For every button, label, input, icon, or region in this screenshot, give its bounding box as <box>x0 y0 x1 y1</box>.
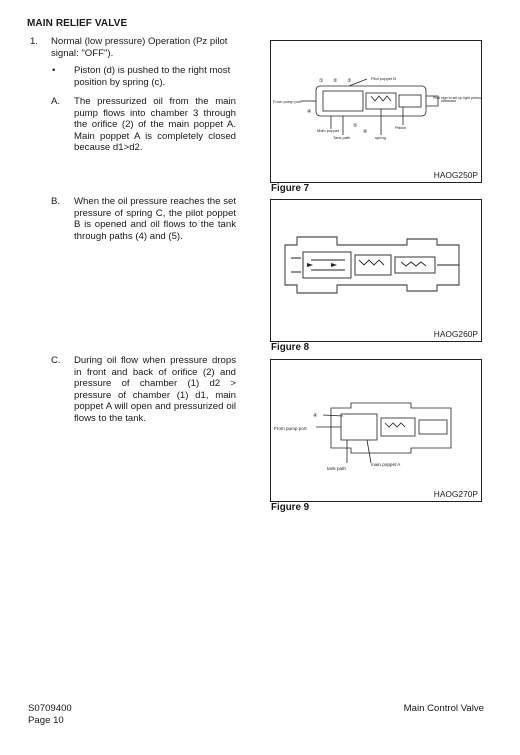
figure-7-drawing <box>271 41 481 182</box>
fig7-label-piston: Piston <box>395 125 407 130</box>
fig9-label-main-poppet: main poppet A <box>371 462 401 467</box>
section-a-letter: A. <box>51 96 61 107</box>
bullet-mark: • <box>52 65 56 76</box>
fig7-label-pilot-poppet: Pilot poppet B <box>371 76 396 81</box>
fig7-num-5: ⑤ <box>353 123 358 129</box>
figure-8-caption: Figure 8 <box>271 342 310 353</box>
figure-9-drawing <box>271 360 481 501</box>
figure-7-caption: Figure 7 <box>271 183 310 194</box>
section-a-text: The pressurized oil from the main pump flows into chamber 3 through the orifice (2) of the main poppet A. Main poppet A is completely closed because d1>d2. <box>74 96 236 154</box>
figure-9-caption: Figure 9 <box>271 502 310 513</box>
section-c-letter: C. <box>51 355 61 366</box>
fig7-num-6: ⑥ <box>363 129 368 135</box>
item-text: Normal (low pressure) Operation (Pz pilot signal: "OFF"). <box>51 36 228 59</box>
fig7-num-3: ③ <box>347 78 352 84</box>
fig7-num-1: ① <box>319 78 324 84</box>
bullet-text: Piston (d) is pushed to the right most position by spring (c). <box>74 65 231 88</box>
fig7-num-4: ④ <box>307 109 312 115</box>
footer-page-number: Page 10 <box>28 715 64 726</box>
section-heading: MAIN RELIEF VALVE <box>27 18 128 29</box>
figure-8-code: HAOG260P <box>433 329 478 339</box>
fig9-label-from-pump: From pump port <box>274 426 307 431</box>
figure-7-code: HAOG250P <box>433 170 478 180</box>
figure-9-code: HAOG270P <box>433 489 478 499</box>
section-b-text: When the oil pressure reaches the set pressure of spring C, the pilot poppet B is opened and oil flows to the tank through paths (4) and (5). <box>74 196 236 242</box>
fig7-label-tank-path: Tank path <box>333 135 351 140</box>
section-c-text: During oil flow when pressure drops in front and back of orifice (2) and pressure of chamber (1) d2 > pressure of chamber (1) d1, main poppet A will open and pressurized oil flows to the tank. <box>74 355 236 424</box>
figure-8-frame <box>270 199 482 342</box>
fig9-num-4: ④ <box>313 413 318 419</box>
fig7-num-2: ② <box>333 78 338 84</box>
fig7-label-spring: spring <box>375 135 386 140</box>
item-number: 1. <box>30 36 39 47</box>
fig7-label-main-poppet: Main poppet <box>317 128 340 133</box>
figure-9-frame <box>270 359 482 502</box>
fig7-label-pilot-signal: Pilot sign to set up light pressure <box>433 96 481 100</box>
figure-7-frame <box>270 40 482 183</box>
fig9-label-tank-path: tank path <box>327 466 346 471</box>
section-b-letter: B. <box>51 196 61 207</box>
footer-doc-code: S0709400 <box>28 703 72 714</box>
footer-title: Main Control Valve <box>403 703 484 714</box>
fig7-label-from-pump: From pump port <box>273 99 302 104</box>
figure-8-drawing <box>271 200 481 341</box>
